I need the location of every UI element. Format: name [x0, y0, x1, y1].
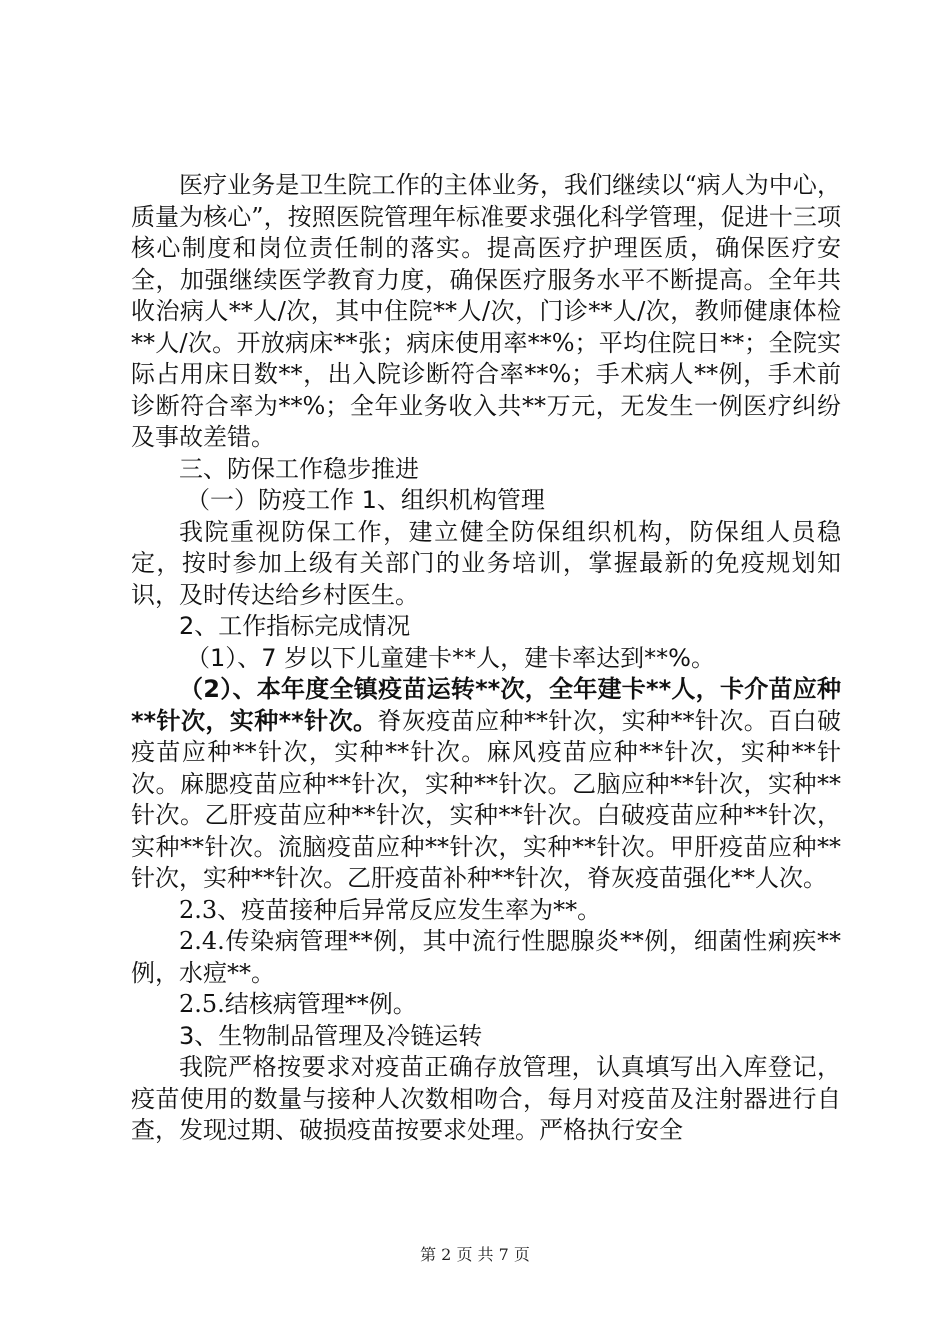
- list-item-children-cards: （1）、7 岁以下儿童建卡**人，建卡率达到**%。: [186, 643, 715, 672]
- heading-indicators: 2、工作指标完成情况: [179, 612, 411, 640]
- paragraph-medical-business: 医疗业务是卫生院工作的主体业务，我们继续以“病人为中心，质量为核心”，按照医院管理年标准要求强化科学管理，促进十三项核心制度和岗位责任制的落实。提高医疗护理医质，确保医疗安全，加强继续医学教育力度，确保医疗服务水平不断提高。全年共收治病人**人/次，其中住院**人/次，门诊**人/次，教师健康体检**人/次。开放病床**张；病床使用率**%；平均住院日**；全院实际占用床日数**，出入院诊断符合率**%；手术病人**例，手术前诊断符合率为**%；全年业务收入共**万元，无发生一例医疗纠纷及事故差错。: [131, 171, 841, 451]
- document-body: [131, 170, 841, 1147]
- vaccine-details: 脊灰疫苗应种**针次，实种**针次。百白破疫苗应种**针次，实种**针次。麻风疫苗应种**针次，实种**针次。麻腮疫苗应种**针次，实种**针次。乙脑应种**针次，实种**针次。乙肝疫苗应种**针次，实种**针次。白破疫苗应种**针次，实种**针次。流脑疫苗应种**针次，实种**针次。甲肝疫苗应种**针次，实种**针次。乙肝疫苗补种**针次，脊灰疫苗强化**人次。: [131, 706, 842, 892]
- heading-section-three: 三、防保工作稳步推进: [179, 454, 419, 483]
- heading-biologics-cold-chain: 3、生物制品管理及冷链运转: [179, 1021, 483, 1050]
- list-item-infectious-disease: 2.4.传染病管理**例，其中流行性腮腺炎**例，细菌性痢疾**例，水痘**。: [131, 927, 841, 987]
- vaccine-summary-bold: （2）、本年度全镇疫苗运转**次，全年建卡**人，卡介苗应种**针次，实种**针次。: [131, 675, 841, 735]
- page-number-footer: 第 2 页 共 7 页: [420, 1245, 530, 1264]
- list-item-tuberculosis: 2.5.结核病管理**例。: [179, 990, 417, 1018]
- paragraph-vaccine-operations: [131, 674, 841, 895]
- paragraph-vaccine-storage: 我院严格按要求对疫苗正确存放管理，认真填写出入库登记，疫苗使用的数量与接种人次数相吻合，每月对疫苗及注射器进行自查，发现过期、破损疫苗按要求处理。严格执行安全: [131, 1053, 841, 1144]
- paragraph-organization: 我院重视防保工作，建立健全防保组织机构，防保组人员稳定，按时参加上级有关部门的业务培训，掌握最新的免疫规划知识，及时传达给乡村医生。: [131, 517, 841, 609]
- list-item-adverse-reactions: 2.3、疫苗接种后异常反应发生率为**。: [179, 895, 602, 924]
- heading-epidemic-prevention: （一）防疫工作 1、组织机构管理: [186, 486, 545, 514]
